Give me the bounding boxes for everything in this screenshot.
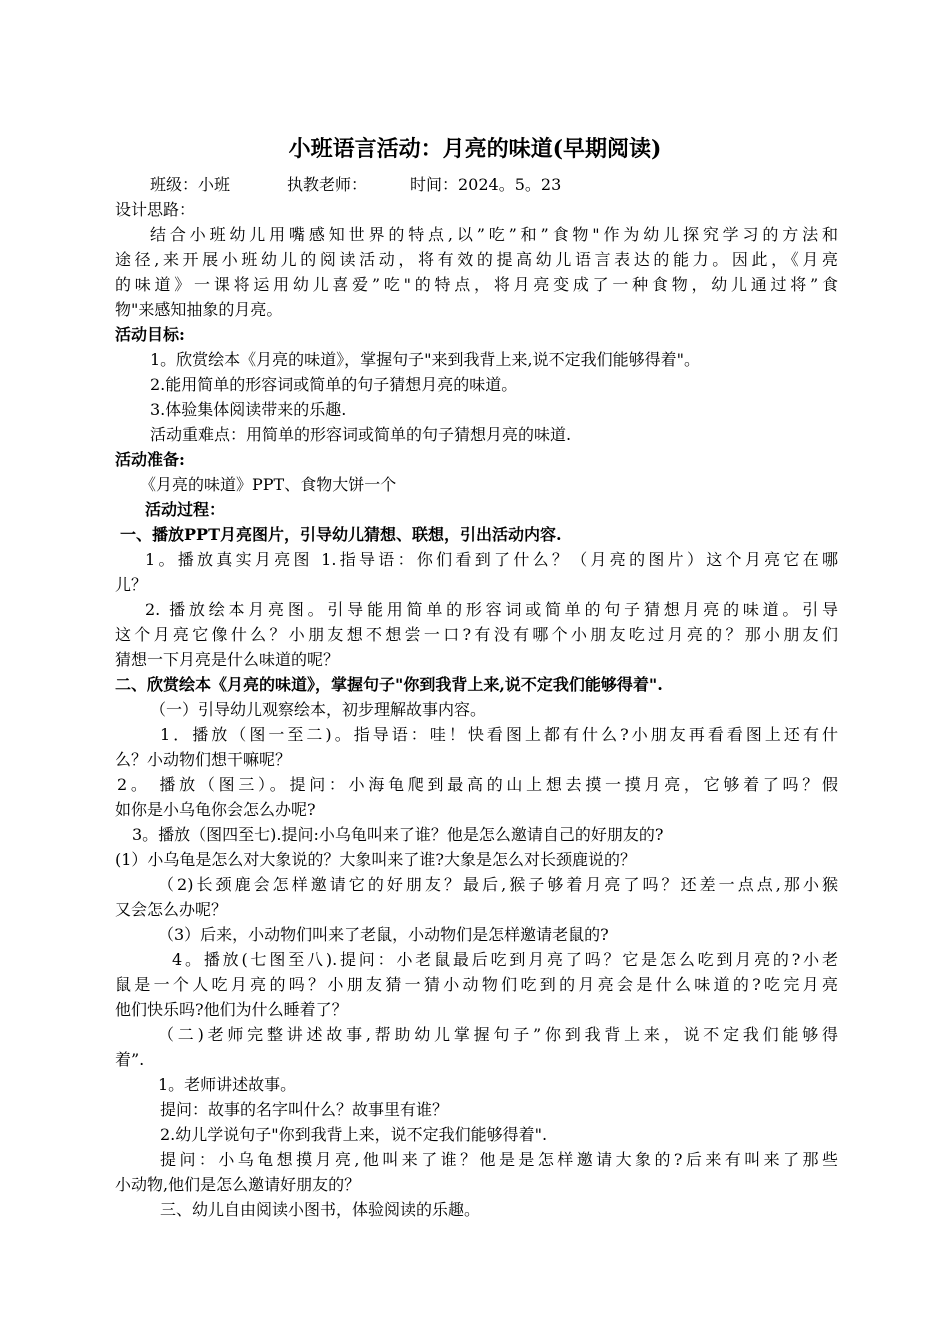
section2-line: 么？小动物们想干嘛呢？: [115, 750, 292, 769]
section2-line: 他们快乐吗?他们为什么睡着了？: [115, 1000, 348, 1019]
header-time: 时间：2024。5。23: [410, 175, 562, 194]
section2-line: 3。播放（图四至七).提问:小乌龟叫来了谁？他是怎么邀请自己的好朋友的?: [132, 825, 664, 844]
design-line: 的味道》一课将运用幼儿喜爱”吃"的特点，将月亮变成了一种食物，幼儿通过将”食: [115, 275, 838, 294]
section3-heading: 三、幼儿自由阅读小图书，体验阅读的乐趣。: [160, 1200, 481, 1219]
design-line: 途径,来开展小班幼儿的阅读活动，将有效的提高幼儿语言表达的能力。因此，《月亮: [115, 250, 838, 269]
header-class: 班级：小班: [150, 175, 231, 194]
design-line: 结合小班幼儿用嘴感知世界的特点,以”吃”和”食物"作为幼儿探究学习的方法和: [150, 225, 838, 244]
section2-line: 2。 播放（图三）。提问：小海龟爬到最高的山上想去摸一摸月亮，它够着了吗？假: [117, 775, 838, 794]
header-teacher: 执教老师：: [287, 175, 368, 194]
section2-line: 着”.: [115, 1050, 145, 1069]
section2-line: 提问：故事的名字叫什么？故事里有谁？: [160, 1100, 449, 1119]
section2-line: 1．播放（图一至二)。指导语：哇！快看图上都有什么?小朋友再看看图上还有什: [160, 725, 838, 744]
section2-line: （3）后来，小动物们叫来了老鼠，小动物们是怎样邀请老鼠的?: [158, 925, 609, 944]
section2-line: 鼠是一个人吃月亮的吗？小朋友猜一猜小动物们吃到的月亮会是什么味道的?吃完月亮: [115, 975, 838, 994]
process-heading: 活动过程：: [145, 500, 226, 519]
section2-line: 提问：小乌龟想摸月亮,他叫来了谁？他是是怎样邀请大象的?后来有叫来了那些: [160, 1150, 838, 1169]
design-heading: 设计思路：: [115, 200, 196, 219]
goals-heading: 活动目标:: [115, 325, 185, 344]
section2-line: 小动物,他们是怎么邀请好朋友的？: [115, 1175, 361, 1194]
goal-item: 2.能用简单的形容词或简单的句子猜想月亮的味道。: [150, 375, 518, 394]
section2-line: 2.幼儿学说句子"你到我背上来，说不定我们能够得着".: [160, 1125, 548, 1144]
design-line: 物"来感知抽象的月亮。: [115, 300, 283, 319]
section1-line: 1。播放真实月亮图 1.指导语：你们看到了什么？（月亮的图片）这个月亮它在哪: [145, 550, 838, 569]
goal-key-points: 活动重难点：用简单的形容词或简单的句子猜想月亮的味道.: [150, 425, 572, 444]
page-title: 小班语言活动：月亮的味道(早期阅读): [288, 136, 662, 162]
section1-line: 儿？: [115, 575, 148, 594]
prep-text: 《月亮的味道》PPT、食物大饼一个: [140, 475, 397, 494]
goal-item: 3.体验集体阅读带来的乐趣.: [150, 400, 347, 419]
section1-heading: 一、播放PPT月亮图片，引导幼儿猜想、联想，引出活动内容.: [120, 525, 562, 544]
section2-line: 又会怎么办呢？: [115, 900, 228, 919]
prep-heading: 活动准备:: [115, 450, 185, 469]
section2-line: （二)老师完整讲述故事,帮助幼儿掌握句子”你到我背上来，说不定我们能够得: [158, 1025, 838, 1044]
section2-heading: 二、欣赏绘本《月亮的味道》，掌握句子"你到我背上来,说不定我们能够得着".: [115, 675, 663, 694]
section2-line: （一）引导幼儿观察绘本，初步理解故事内容。: [150, 700, 487, 719]
section1-line: 猜想一下月亮是什么味道的呢？: [115, 650, 340, 669]
goal-item: 1。欣赏绘本《月亮的味道》，掌握句子"来到我背上来,说不定我们能够得着"。: [150, 350, 700, 369]
section1-line: 2. 播放绘本月亮图。引导能用简单的形容词或简单的句子猜想月亮的味道。引导: [145, 600, 838, 619]
section2-line: 4。播放(七图至八).提问：小老鼠最后吃到月亮了吗？它是怎么吃到月亮的?小老: [172, 950, 838, 969]
section2-line: (1）小乌龟是怎么对大象说的？大象叫来了谁?大象是怎么对长颈鹿说的？: [115, 850, 637, 869]
section1-line: 这个月亮它像什么？小朋友想不想尝一口?有没有哪个小朋友吃过月亮的？那小朋友们: [115, 625, 838, 644]
section2-line: 1。老师讲述故事。: [158, 1075, 297, 1094]
section2-line: 如你是小乌龟你会怎么办呢?: [115, 800, 316, 819]
section2-line: （2)长颈鹿会怎样邀请它的好朋友？最后,猴子够着月亮了吗？还差一点点,那小猴: [158, 875, 838, 894]
